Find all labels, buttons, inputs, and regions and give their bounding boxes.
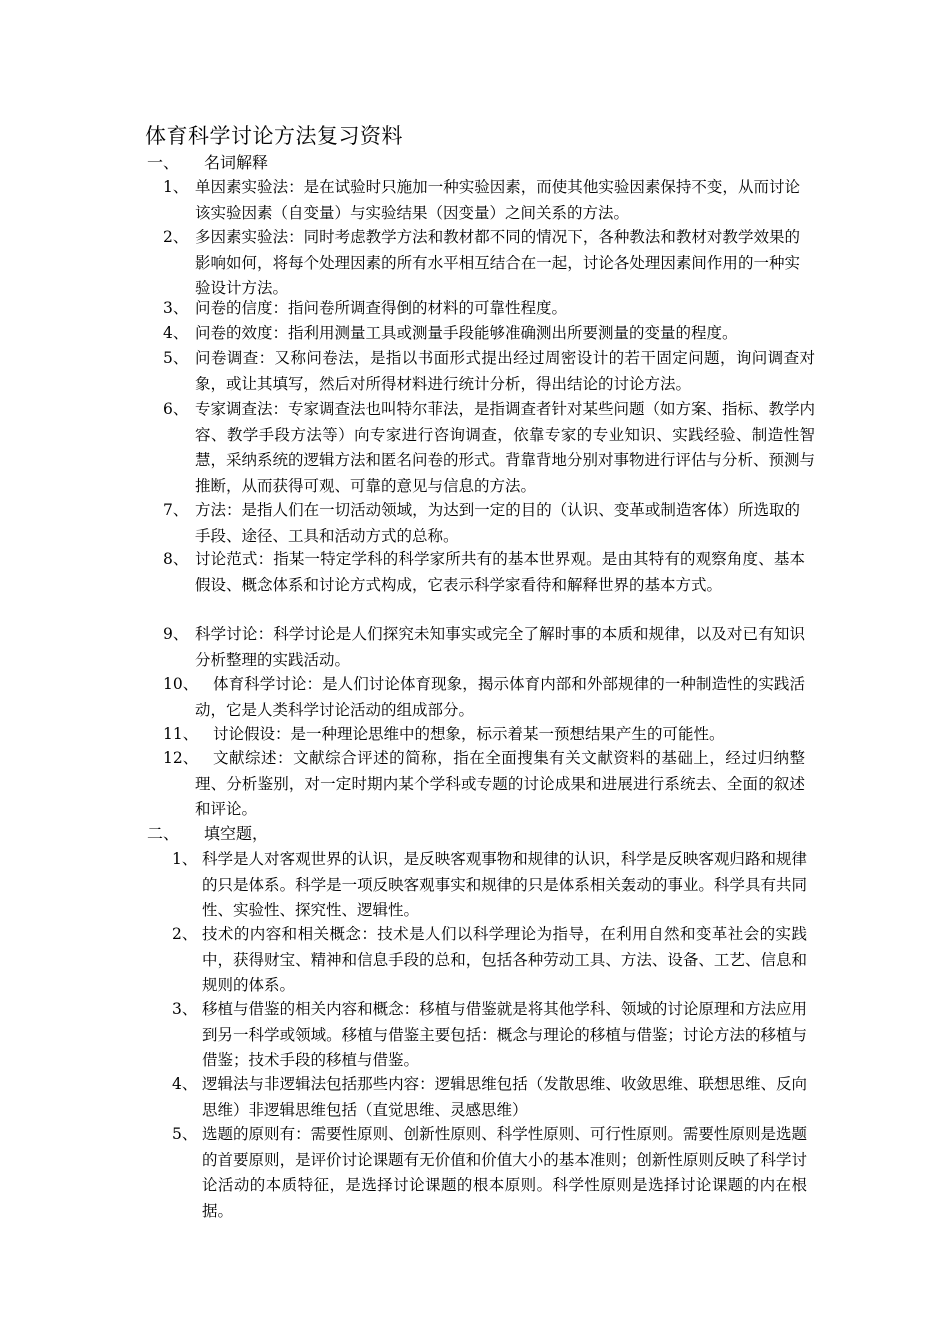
- section-number: 二、: [147, 824, 180, 843]
- item-number: 5、: [163, 349, 189, 367]
- item-number: 1、: [172, 850, 198, 868]
- list-item: [172, 847, 807, 924]
- section-heading-1: [147, 151, 268, 175]
- item-text: 问卷调查：又称问卷法，是指以书面形式提出经过周密设计的若干固定问题，询问调查对象，或让其填写，然后对所得材料进行统计分析，得出结论的讨论方法。: [195, 349, 815, 393]
- item-number: 4、: [163, 324, 189, 342]
- section-title: 填空题，: [204, 824, 269, 843]
- section-number: 一、: [147, 153, 180, 172]
- item-number: 10、: [163, 675, 199, 693]
- item-text: 多因素实验法：同时考虑教学方法和教材都不同的情况下，各种教法和教材对教学效果的影响如何，将每个处理因素的所有水平相互结合在一起，讨论各处理因素间作用的一种实验设计方法。: [195, 228, 800, 297]
- page-title: 体育科学讨论方法复习资料: [145, 124, 403, 148]
- list-item: [163, 498, 800, 549]
- item-number: 8、: [163, 550, 189, 568]
- item-text: 选题的原则有：需要性原则、创新性原则、科学性原则、可行性原则。需要性原则是选题的首要原则，是评价讨论课题有无价值和价值大小的基本准则；创新性原则反映了科学讨论活动的本质特征，是选择讨论课题的根本原则。科学性原则是选择讨论课题的内在根据。: [202, 1125, 807, 1220]
- item-text: 逻辑法与非逻辑法包括那些内容：逻辑思维包括（发散思维、收敛思维、联想思维、反向思维）非逻辑思维包括（直觉思维、灵感思维）: [202, 1075, 807, 1119]
- item-number: 2、: [172, 925, 198, 943]
- section-heading-2: [147, 822, 268, 846]
- item-text: 单因素实验法：是在试验时只施加一种实验因素，而使其他实验因素保持不变，从而讨论该实验因素（自变量）与实验结果（因变量）之间关系的方法。: [195, 178, 800, 222]
- item-number: 12、: [163, 749, 199, 767]
- list-item: [163, 296, 800, 322]
- item-text: 方法：是指人们在一切活动领域，为达到一定的目的（认识、变革或制造客体）所选取的手段、途径、工具和活动方式的总称。: [195, 501, 800, 545]
- item-text: 移植与借鉴的相关内容和概念：移植与借鉴就是将其他学科、领域的讨论原理和方法应用到另一科学或领域。移植与借鉴主要包括：概念与理论的移植与借鉴；讨论方法的移植与借鉴；技术手段的移植与借鉴。: [202, 1000, 807, 1069]
- list-item: [163, 346, 815, 397]
- item-text: 讨论假设：是一种理论思维中的想象，标示着某一预想结果产生的可能性。: [213, 725, 725, 743]
- item-text: 科学讨论：科学讨论是人们探究未知事实或完全了解时事的本质和规律，以及对已有知识分析整理的实践活动。: [195, 625, 805, 669]
- item-text: 技术的内容和相关概念：技术是人们以科学理论为指导，在利用自然和变革社会的实践中，获得财宝、精神和信息手段的总和，包括各种劳动工具、方法、设备、工艺、信息和规则的体系。: [202, 925, 807, 994]
- list-item: [163, 225, 800, 302]
- item-text: 文献综述：文献综合评述的简称，指在全面搜集有关文献资料的基础上，经过归纳整理、分析鉴别，对一定时期内某个学科或专题的讨论成果和进展进行系统去、全面的叙述和评论。: [195, 749, 805, 818]
- list-item: [163, 321, 800, 347]
- list-item: [172, 997, 807, 1074]
- list-item: [163, 722, 805, 748]
- list-item: [163, 397, 816, 499]
- item-text: 专家调查法：专家调查法也叫特尔菲法，是指调查者针对某些问题（如方案、指标、教学内容、教学手段方法等）向专家进行咨询调查，依靠专家的专业知识、实践经验、制造性智慧，采纳系统的逻辑方法和匿名问卷的形式。背靠背地分别对事物进行评估与分析、预测与推断，从而获得可观、可靠的意见与信息的方法。: [195, 400, 816, 495]
- list-item: [172, 1122, 807, 1224]
- item-number: 3、: [172, 1000, 198, 1018]
- item-text: 科学是人对客观世界的认识，是反映客观事物和规律的认识，科学是反映客观归路和规律的只是体系。科学是一项反映客观事实和规律的只是体系相关轰动的事业。科学具有共同性、实验性、探究性、逻辑性。: [202, 850, 807, 919]
- item-number: 3、: [163, 299, 189, 317]
- item-number: 5、: [172, 1125, 198, 1143]
- list-item: [163, 175, 800, 226]
- item-number: 11、: [163, 725, 199, 743]
- item-number: 2、: [163, 228, 189, 246]
- item-number: 6、: [163, 400, 189, 418]
- item-number: 9、: [163, 625, 189, 643]
- list-item: [172, 922, 807, 999]
- item-text: 问卷的信度：指问卷所调查得倒的材料的可靠性程度。: [195, 299, 568, 317]
- list-item: [172, 1072, 807, 1123]
- list-item: [163, 547, 805, 598]
- list-item: [163, 746, 805, 823]
- section-title: 名词解释: [204, 153, 269, 172]
- list-item: [163, 672, 805, 723]
- item-number: 1、: [163, 178, 189, 196]
- item-text: 讨论范式：指某一特定学科的科学家所共有的基本世界观。是由其特有的观察角度、基本假设、概念体系和讨论方式构成，它表示科学家看待和解释世界的基本方式。: [195, 550, 805, 594]
- item-text: 问卷的效度：指利用测量工具或测量手段能够准确测出所要测量的变量的程度。: [195, 324, 738, 342]
- item-number: 7、: [163, 501, 189, 519]
- item-number: 4、: [172, 1075, 198, 1093]
- list-item: [163, 622, 805, 673]
- item-text: 体育科学讨论：是人们讨论体育现象，揭示体育内部和外部规律的一种制造性的实践活动，它是人类科学讨论活动的组成部分。: [195, 675, 805, 719]
